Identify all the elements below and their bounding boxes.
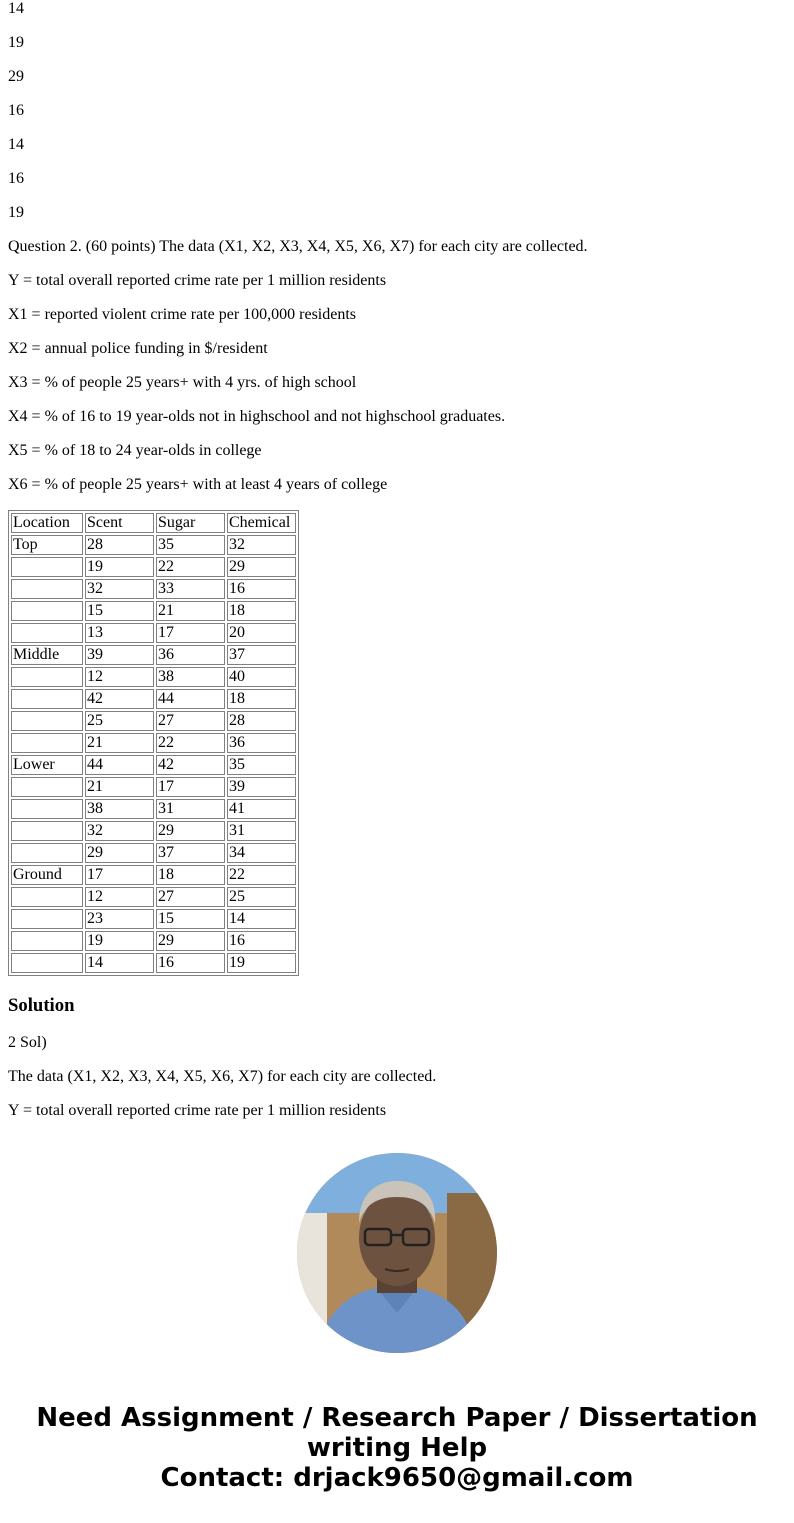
location-cell <box>11 579 83 599</box>
value-cell: 37 <box>156 843 225 863</box>
column-header: Chemical <box>227 513 296 533</box>
value-cell: 12 <box>85 887 154 907</box>
table-row <box>11 821 296 841</box>
table-row <box>11 667 296 687</box>
location-cell <box>11 931 83 951</box>
table-row <box>11 755 296 775</box>
value-cell: 22 <box>156 733 225 753</box>
portrait-image <box>297 1153 497 1353</box>
value-cell: 31 <box>227 821 296 841</box>
solution-line: The data (X1, X2, X3, X4, X5, X6, X7) for each city are collected. <box>8 1068 437 1085</box>
variable-definition: Y = total overall reported crime rate per 1 million residents <box>8 272 387 289</box>
table-row <box>11 535 296 555</box>
value-cell: 12 <box>85 667 154 687</box>
value-cell: 21 <box>85 733 154 753</box>
value-cell: 39 <box>227 777 296 797</box>
location-cell: Ground <box>11 865 83 885</box>
table-body <box>11 535 296 973</box>
value-cell: 32 <box>227 535 296 555</box>
value-cell: 31 <box>156 799 225 819</box>
location-cell: Middle <box>11 645 83 665</box>
value-cell: 21 <box>156 601 225 621</box>
number-item: 16 <box>8 170 24 187</box>
location-cell <box>11 667 83 687</box>
solution-line: Y = total overall reported crime rate per 1 million residents <box>8 1102 387 1119</box>
promo-line: Need Assignment / Research Paper / Dissertation <box>36 1403 758 1433</box>
value-cell: 32 <box>85 579 154 599</box>
variable-definition: X1 = reported violent crime rate per 100,000 residents <box>8 306 357 323</box>
value-cell: 20 <box>227 623 296 643</box>
table-row <box>11 931 296 951</box>
value-cell: 27 <box>156 887 225 907</box>
value-cell: 16 <box>227 579 296 599</box>
value-cell: 18 <box>227 689 296 709</box>
value-cell: 27 <box>156 711 225 731</box>
value-cell: 25 <box>227 887 296 907</box>
photo-left-wall <box>297 1213 327 1353</box>
value-cell: 13 <box>85 623 154 643</box>
number-item: 19 <box>8 204 24 221</box>
location-cell <box>11 909 83 929</box>
location-cell: Top <box>11 535 83 555</box>
value-cell: 17 <box>156 777 225 797</box>
value-cell: 29 <box>227 557 296 577</box>
column-header: Location <box>11 513 83 533</box>
value-cell: 38 <box>85 799 154 819</box>
question-text <box>8 230 786 502</box>
table-row <box>11 733 296 753</box>
location-cell <box>11 887 83 907</box>
value-cell: 17 <box>156 623 225 643</box>
promo-contact: Contact: drjack9650@gmail.com <box>160 1463 634 1493</box>
table-row <box>11 799 296 819</box>
table-row <box>11 557 296 577</box>
value-cell: 29 <box>156 931 225 951</box>
variable-definition: X3 = % of people 25 years+ with 4 yrs. of high school <box>8 374 357 391</box>
promo-banner <box>0 1403 794 1493</box>
value-cell: 15 <box>85 601 154 621</box>
value-cell: 29 <box>156 821 225 841</box>
value-cell: 14 <box>85 953 154 973</box>
location-cell <box>11 733 83 753</box>
number-item: 14 <box>8 0 24 17</box>
value-cell: 17 <box>85 865 154 885</box>
number-list <box>8 0 786 230</box>
location-cell <box>11 601 83 621</box>
table-row <box>11 865 296 885</box>
value-cell: 33 <box>156 579 225 599</box>
table-row <box>11 601 296 621</box>
location-cell <box>11 623 83 643</box>
table-row <box>11 689 296 709</box>
value-cell: 15 <box>156 909 225 929</box>
variable-definition: X4 = % of 16 to 19 year-olds not in highschool and not highschool graduates. <box>8 408 506 425</box>
value-cell: 25 <box>85 711 154 731</box>
value-cell: 39 <box>85 645 154 665</box>
value-cell: 14 <box>227 909 296 929</box>
number-item: 19 <box>8 34 24 51</box>
value-cell: 16 <box>227 931 296 951</box>
value-cell: 29 <box>85 843 154 863</box>
table-row <box>11 887 296 907</box>
number-item: 14 <box>8 136 24 153</box>
value-cell: 35 <box>227 755 296 775</box>
solution-text <box>8 1026 786 1122</box>
table-row <box>11 953 296 973</box>
location-cell <box>11 557 83 577</box>
table-row <box>11 843 296 863</box>
location-cell <box>11 821 83 841</box>
value-cell: 23 <box>85 909 154 929</box>
variable-definition: X5 = % of 18 to 24 year-olds in college <box>8 442 262 459</box>
number-item: 16 <box>8 102 24 119</box>
location-cell <box>11 953 83 973</box>
value-cell: 42 <box>85 689 154 709</box>
solution-heading: Solution <box>8 995 75 1016</box>
value-cell: 18 <box>156 865 225 885</box>
location-cell <box>11 711 83 731</box>
value-cell: 28 <box>85 535 154 555</box>
value-cell: 44 <box>85 755 154 775</box>
value-cell: 16 <box>156 953 225 973</box>
value-cell: 19 <box>227 953 296 973</box>
value-cell: 21 <box>85 777 154 797</box>
location-cell <box>11 777 83 797</box>
document-content <box>8 0 786 1122</box>
promo-line: writing Help <box>306 1433 488 1463</box>
value-cell: 32 <box>85 821 154 841</box>
value-cell: 22 <box>156 557 225 577</box>
value-cell: 41 <box>227 799 296 819</box>
value-cell: 38 <box>156 667 225 687</box>
data-table <box>8 510 299 976</box>
table-row <box>11 777 296 797</box>
value-cell: 18 <box>227 601 296 621</box>
value-cell: 35 <box>156 535 225 555</box>
value-cell: 44 <box>156 689 225 709</box>
author-photo <box>297 1153 497 1353</box>
value-cell: 22 <box>227 865 296 885</box>
solution-line: 2 Sol) <box>8 1034 47 1051</box>
table-row <box>11 623 296 643</box>
value-cell: 37 <box>227 645 296 665</box>
value-cell: 28 <box>227 711 296 731</box>
column-header: Scent <box>85 513 154 533</box>
value-cell: 19 <box>85 557 154 577</box>
variable-definition: X6 = % of people 25 years+ with at least 4 years of college <box>8 476 388 493</box>
location-cell <box>11 843 83 863</box>
value-cell: 36 <box>227 733 296 753</box>
table-header-row <box>11 513 296 533</box>
location-cell <box>11 799 83 819</box>
table-row <box>11 909 296 929</box>
number-item: 29 <box>8 68 24 85</box>
value-cell: 19 <box>85 931 154 951</box>
table-row <box>11 645 296 665</box>
value-cell: 40 <box>227 667 296 687</box>
variable-definition: X2 = annual police funding in $/resident <box>8 340 268 357</box>
table-row <box>11 579 296 599</box>
value-cell: 36 <box>156 645 225 665</box>
question-intro: Question 2. (60 points) The data (X1, X2, X3, X4, X5, X6, X7) for each city are collected. <box>8 238 588 255</box>
column-header: Sugar <box>156 513 225 533</box>
location-cell: Lower <box>11 755 83 775</box>
value-cell: 34 <box>227 843 296 863</box>
value-cell: 42 <box>156 755 225 775</box>
location-cell <box>11 689 83 709</box>
table-row <box>11 711 296 731</box>
